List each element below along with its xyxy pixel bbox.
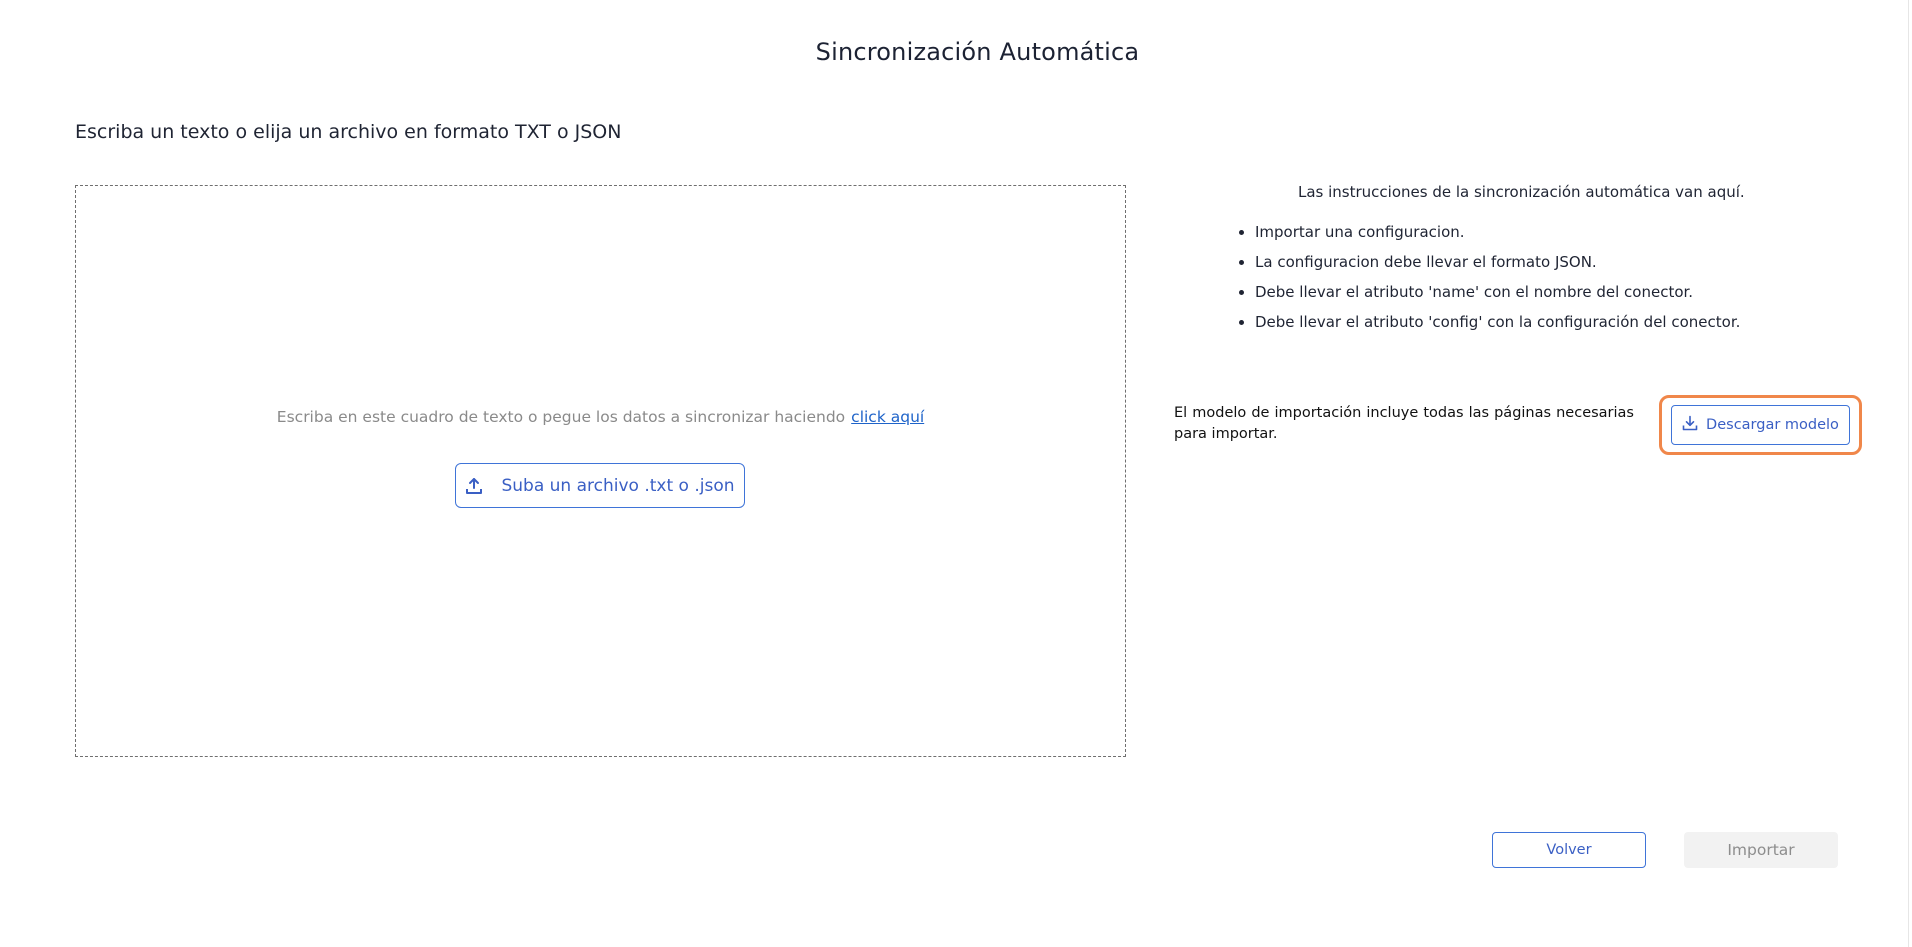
import-button[interactable]: Importar — [1684, 832, 1838, 868]
list-item: • La configuracion debe llevar el formato JSON. — [1255, 247, 1740, 277]
import-subtitle: Escriba un texto o elija un archivo en formato TXT o JSON — [75, 121, 622, 143]
list-item: • Debe llevar el atributo 'name' con el nombre del conector. — [1255, 277, 1740, 307]
back-button[interactable]: Volver — [1492, 832, 1646, 868]
scrollbar-track — [1908, 0, 1909, 947]
drop-zone-hint — [76, 408, 1125, 426]
import-model-description: El modelo de importación incluye todas las páginas necesarias para importar. — [1174, 405, 1634, 442]
drop-zone-hint-text: Escriba en este cuadro de texto o pegue los datos a sincronizar haciendo — [276, 408, 846, 426]
download-model-button[interactable] — [1671, 405, 1850, 445]
click-here-link[interactable]: click aquí — [851, 408, 925, 426]
download-icon — [1682, 415, 1698, 435]
download-model-label: Descargar modelo — [1706, 417, 1839, 433]
text-drop-zone[interactable] — [75, 185, 1126, 757]
instructions-list — [1229, 217, 1740, 337]
upload-file-button[interactable] — [455, 463, 745, 508]
list-item: • Importar una configuracion. — [1255, 217, 1740, 247]
instructions-intro: Las instrucciones de la sincronización automática van aquí. — [1298, 183, 1745, 201]
upload-file-label: Suba un archivo .txt o .json — [501, 475, 735, 496]
upload-icon — [465, 477, 483, 495]
page-title: Sincronización Automática — [815, 38, 1140, 66]
list-item: • Debe llevar el atributo 'config' con la configuración del conector. — [1255, 307, 1740, 337]
